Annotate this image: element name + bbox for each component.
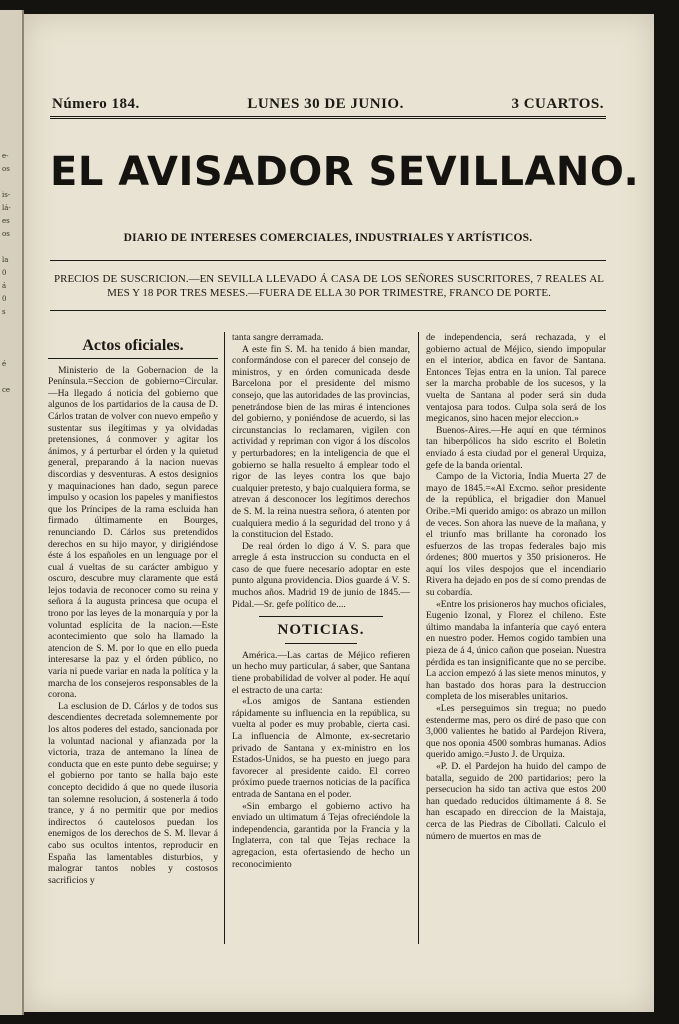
- column-3: [426, 332, 606, 972]
- subscription-top-rule: [50, 260, 606, 261]
- issue-date: LUNES 30 DE JUNIO.: [247, 96, 404, 112]
- article-paragraph: tanta sangre derramada.: [232, 332, 324, 343]
- section-heading-official-acts: Actos oficiales.: [82, 337, 184, 354]
- article-paragraph: «Les perseguimos sin tregua; no puedo estenderme mas, pero os diré de paso que con 3,000 valientes he batido al Pardejon Rivera, que nos oponia 4500 sombras humanas. Adios querido amigo.=Justo J. de Urquiza.: [426, 703, 606, 761]
- article-paragraph: Buenos-Aires.—He aquí en que términos tan hiberpólicos ha sido escrito el Boletin enviado á esta ciudad por el general Urquiza, gefe de la banda oriental.: [426, 424, 606, 471]
- article-paragraph: «Sin embargo el gobierno activo ha enviado un ultimatum á Tejas ofreciéndole la independencia, garantida por la Francia y la Inglaterra, con tal que Tejas rechace la agregacion, esta ofertasiendo de hecho un reconocimiento: [232, 800, 410, 870]
- header-rule: [50, 116, 606, 119]
- previous-page-text-fragment: e- os is- lá- es os la 0 á 0 s é ce: [2, 152, 11, 394]
- issue-price: 3 CUARTOS.: [511, 96, 604, 112]
- article-paragraph: «Los amigos de Santana estienden rápidamente su influencia en la república, su vuelta al poder es muy probable, cierta casi. La influencia de Almonte, ex-secretario privado de Santana y ex-ministro en los Estados-Unidos, se ha puesto en juego para favorecer al presidente caido. El correo próximo puede traernos noticias de la pacífica entrada de Santana en el poder.: [232, 696, 410, 800]
- previous-page-edge: [0, 10, 24, 1015]
- article-paragraph: «Entre los prisioneros hay muchos oficiales, Eugenio Izonal, y Florez el chileno. Este último mandaba la infantería que cayó entera en nuestro poder. Hemos cogido tambien una pieza de á 4, único cañon que poseian. Nuestra pérdida es tan insignificante que no se percibe. La accion empezó á las siete menos minutos, y han bastado dos horas para la destruccion completa de los miserables unitarios.: [426, 598, 606, 703]
- issue-header: [52, 96, 604, 113]
- column-divider-2: [418, 332, 419, 944]
- masthead-subtitle: DIARIO DE INTERESES COMERCIALES, INDUSTRIALES Y ARTÍSTICOS.: [123, 232, 533, 244]
- newspaper-page: [24, 14, 654, 1012]
- article-paragraph: Campo de la Victoria, India Muerta 27 de mayo de 1845.=«Al Excmo. señor presidente de la república, el brigadier don Manuel Oribe.=Mi querido amigo: os abrazo un millon de veces. Son ahora las nueve de la mañana, y el triunfo mas brillante ha coronado los esfuerzos de las tropas federales bajo mis órdenes; 800 muertos y 350 prisioneros. He aquí los viles despojos que el incendiario Rivera ha dejado en pos de sí como prendas de su cobardía.: [426, 471, 606, 599]
- article-paragraph: A este fin S. M. ha tenido á bien mandar, conformándose con el parecer del consejo de ministros, y en órden comunicada desde Barcelona por el presidente del mismo consejo, que las autoridades de las provincias, penetrándose bien de las miras é intenciones del gobierno, y poniéndose de acuerdo, si las circunstancias lo reclamaren, vigilen con actividad y repriman con vigor á los díscolos y perturbadores; en la inteligencia de que el gobierno se halla resuelto á emplear todo el rigor de las leyes contra los que bajo cualquier pretesto, y bajo cualquiera forma, se atrevan á desconocer los legítimos derechos de S. M. la reina nuestra señora, ó atenten por cualquiera medio á la seguridad del trono y á la constitucion del Estado.: [232, 343, 410, 541]
- article-paragraph: «P. D. el Pardejon ha huido del campo de batalla, seguido de 200 partidarios; pero la persecucion ha sido tan activa que estos 200 han quedado reducidos últimamente á 8. Se han escapado en direccion de la Maistaja, cerca de las Piedras de Cibollati. Calculo el número de muertos en mas de: [426, 760, 606, 842]
- issue-number: Número 184.: [52, 96, 140, 112]
- article-paragraph: Ministerio de la Gobernacion de la Península.=Seccion de gobierno=Circular.—Ha llegado á noticia del gobierno que algunos de los partidarios de la causa de D. Cárlos tratan de volver con nuevo empeño y sustentar sus ilegítimas y ya olvidadas pretensiones, á conmover y agitar los ánimos, y á perturbar el órden y la quietud general, preparando á la nacion nuevas discordias y desventuras. A estos designios y maquinaciones han dado, segun parece impulso y ocasion los papeles y manifiestos que los Príncipes de la rama escluida han firmado últimamente en Bourges, renunciando D. Cárlos sus pretendidos derechos en su hijo mayor, y dirigiéndose éste á los españoles en un lenguage por el cual á vueltas de su carácter ambiguo y oscuro, descubre muy claramente que está lejos todavia de reconocer como su reina y señora á la augusta princesa que ocupa el trono por las leyes de la monarquía y por la voluntad esplícita de la nacion.—Este acontecimiento que solo ha llamado la atencion de S. M. por lo que en ello pueda interesarse la paz y el órden público, no varia ni puede variar en nada la política y la marcha de los consejeros responsables de la corona.: [48, 364, 218, 701]
- article-paragraph: América.—Las cartas de Méjico refieren un hecho muy particular, á saber, que Santana tiene probabilidad de volver al poder. He aquí el estracto de una carta:: [232, 649, 410, 696]
- heading-underline: [48, 358, 218, 359]
- masthead-title: EL AVISADOR SEVILLANO.: [50, 149, 640, 195]
- column-1: [48, 332, 218, 972]
- section-rule: [285, 643, 356, 644]
- column-2: [232, 332, 410, 972]
- article-paragraph: de independencia, será rechazada, y el gobierno actual de Méjico, siendo impopular en el interior, abdica en favor de Santana. Entonces Tejas entra en la union. Tal parece ser la marcha probable de los sucesos, y la vuelta de Santana al poder será sin duda ventajosa para todos. Culpa sola será de los megicanos, sino hacen mejor eleccion.»: [426, 332, 606, 425]
- article-paragraph: La esclusion de D. Cárlos y de todos sus descendientes decretada solemnemente por los altos poderes del estado, sancionada por la voluntad nacional y afianzada por la victoria, traza de antemano la línea de conducta que en este punto debe seguirse; y el gobierno por tanto se halla bajo este concepto decidido á que no quede ilusoria tan solemne resolucion, á sostenerla á todo trance, y á no permitir que por medios indirectos ó cautelosos puedan los enemigos de los derechos de S. M. llevar á cabo sus ocultos intentos, reproducir en España las lamentables disturbios, y malograr tantos nobles y costosos sacrificios y: [48, 700, 218, 886]
- section-heading-news: NOTICIAS.: [277, 622, 365, 639]
- column-divider-1: [224, 332, 225, 944]
- article-paragraph: De real órden lo digo á V. S. para que arregle á esta instruccion su conducta en el caso de que fuere necesario adoptar en este punto alguna providencia. Dios guarde á V. S. muchos años. Madrid 19 de junio de 1845.—Pidal.—Sr. gefe político de....: [232, 540, 410, 610]
- subscription-prices: PRECIOS DE SUSCRICION.—EN SEVILLA LLEVADO Á CASA DE LOS SEÑORES SUSCRITORES, 7 REALES AL MES Y 18 POR TRES MESES.—FUERA DE ELLA 30 POR TRIMESTRE, FRANCO DE PORTE.: [54, 273, 604, 299]
- section-rule: [259, 616, 384, 617]
- subscription-bottom-rule: [50, 310, 606, 311]
